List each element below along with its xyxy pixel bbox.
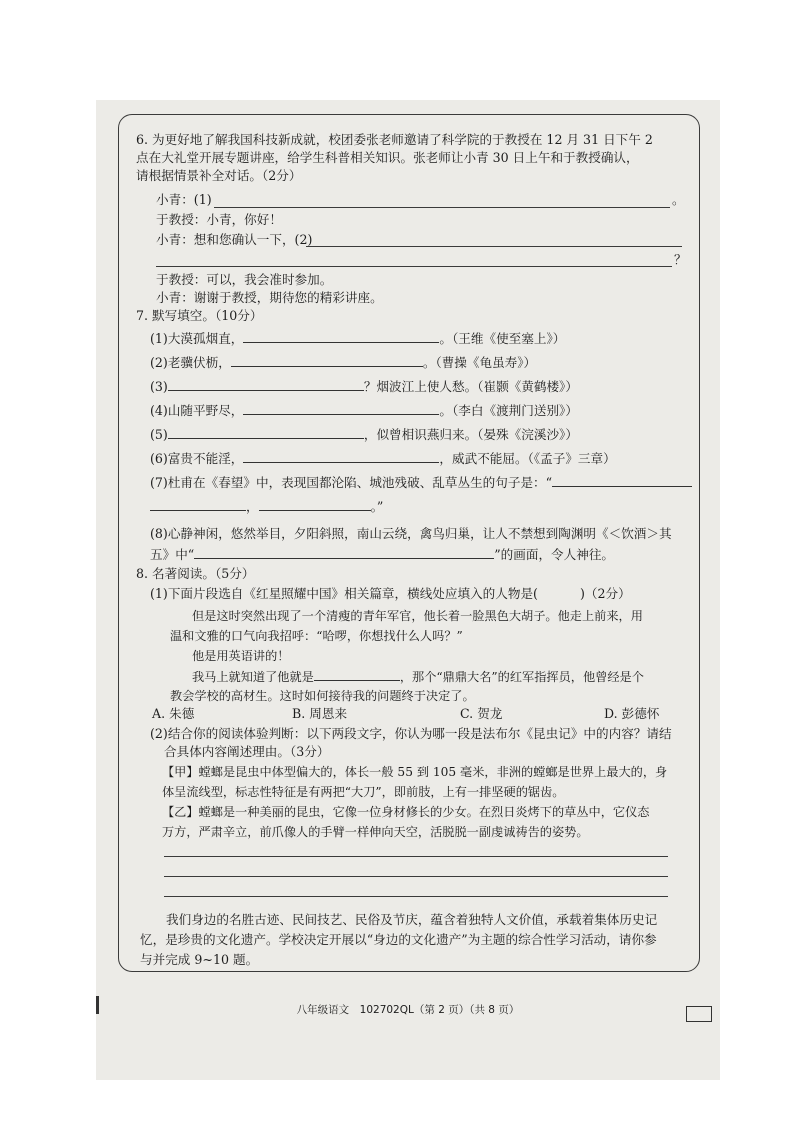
q8-jia-line-2: 体呈流线型，标志性特征是有两把“大刀”，即前肢，上有一排坚硬的锯齿。	[162, 785, 565, 799]
q7-blank-4[interactable]	[243, 402, 439, 415]
q8-sub-2-line-2: 合具体内容阐述理由。（3分）	[164, 744, 330, 759]
q7-item-8: (8)心静神闲，悠然举目，夕阳斜照，南山云绕，禽鸟归巢，让人不禁想到陶渊明《＜饮酒＞其	[150, 526, 672, 541]
q6-dialog-3-end: ？	[674, 252, 687, 267]
q6-dialog-5: 小青：谢谢于教授，期待您的精彩讲座。	[156, 290, 383, 305]
q6-blank-2b[interactable]	[156, 266, 672, 267]
q7-blank-7c[interactable]	[259, 498, 371, 511]
q8-passage-line-2: 温和文雅的口气向我招呼：“哈啰，你想找什么人吗？”	[170, 629, 463, 643]
q7-item-6: (6)富贵不能淫， ，威武不能屈。（《孟子》三章）	[150, 451, 616, 466]
exam-page	[96, 100, 720, 1080]
q8-option-d[interactable]: D. 彭德怀	[604, 706, 660, 721]
q8-sub-1: (1)下面片段选自《红星照耀中国》相关篇章，横线处应填入的人物是( )（2分）	[150, 586, 631, 601]
q7-blank-6[interactable]	[243, 450, 439, 463]
q8-yi-line-1: 【乙】螳螂是一种美丽的昆虫，它像一位身材修长的少女。在烈日炎烤下的草丛中，它仪态	[162, 805, 650, 819]
q8-sub-2-line-1: (2)结合你的阅读体验判断：以下两段文字，你认为哪一段是法布尔《昆虫记》中的内容？请结	[150, 726, 672, 741]
q6-stem-line-3: 请根据情景补全对话。（2分）	[136, 168, 302, 183]
q8-title: 8. 名著阅读。（5分）	[136, 566, 255, 581]
q6-dialog-1-end: 。	[672, 192, 685, 207]
q7-item-8-cont: 五》中“ ”的画面，令人神往。	[150, 547, 615, 562]
page-footer: 八年级语文 102702QL（第 2 页）（共 8 页）	[296, 1004, 520, 1016]
q8-option-c[interactable]: C. 贺龙	[460, 706, 503, 721]
q8-jia-line-1: 【甲】螳螂是昆虫中体型偏大的，体长一般 55 到 105 毫米，非洲的螳螂是世界上最大的，身	[162, 765, 668, 779]
q8-option-a[interactable]: A. 朱德	[152, 706, 195, 721]
q6-blank-1[interactable]	[214, 207, 670, 208]
q8-answer-line-2[interactable]	[164, 876, 668, 877]
q6-dialog-1: 小青：(1)	[156, 192, 212, 207]
q6-stem-line-2: 点在大礼堂开展专题讲座，给学生科普相关知识。张老师让小青 30 日上午和于教授确认，	[136, 150, 639, 165]
q6-dialog-2: 于教授：小青，你好！	[156, 212, 282, 227]
score-box	[686, 1006, 712, 1022]
q8-passage-blank	[314, 668, 400, 681]
q6-dialog-4: 于教授：可以，我会准时参加。	[156, 272, 333, 287]
intro-line-3: 与并完成 9~10 题。	[140, 952, 259, 967]
q7-blank-7b[interactable]	[150, 498, 246, 511]
q7-item-7: (7)杜甫在《春望》中，表现国都沦陷、城池残破、乱草丛生的句子是：“	[150, 474, 692, 491]
q8-passage-line-3: 他是用英语讲的！	[192, 649, 290, 663]
intro-line-1: 我们身边的名胜古迹、民间技艺、民俗及节庆，蕴含着独特人文价值，承载着集体历史记	[166, 912, 658, 927]
q7-item-7-cont: ， 。”	[150, 498, 383, 515]
q8-passage-line-5: 教会学校的高材生。这时如何接待我的问题终于决定了。	[170, 689, 475, 703]
q6-stem-line-1: 6. 为更好地了解我国科技新成就，校团委张老师邀请了科学院的于教授在 12 月 31 日下午 2	[136, 132, 653, 147]
q7-blank-7a[interactable]	[552, 474, 692, 487]
q6-dialog-3: 小青：想和您确认一下，(2)	[156, 232, 313, 247]
q7-item-3: (3) ？烟波江上使人愁。（崔颢《黄鹤楼》）	[150, 379, 578, 394]
q7-blank-8[interactable]	[194, 546, 494, 559]
q7-item-4: (4)山随平野尽， 。（李白《渡荆门送别》）	[150, 403, 578, 418]
intro-line-2: 忆，是珍贵的文化遗产。学校决定开展以“身边的文化遗产”为主题的综合性学习活动，请你参	[140, 932, 657, 947]
q8-passage-line-1: 但是这时突然出现了一个清瘦的青年军官，他长着一脸黑色大胡子。他走上前来，用	[192, 609, 643, 623]
q7-blank-5[interactable]	[168, 426, 364, 439]
binding-mark	[96, 996, 99, 1014]
q7-blank-2[interactable]	[231, 354, 423, 367]
q7-item-5: (5) ，似曾相识燕归来。（晏殊《浣溪沙》）	[150, 427, 578, 442]
q8-option-b[interactable]: B. 周恩来	[292, 706, 348, 721]
q8-answer-line-3[interactable]	[164, 896, 668, 897]
q7-title: 7. 默写填空。（10分）	[136, 308, 263, 323]
q8-passage-line-4: 我马上就知道了他就是 ，那个“鼎鼎大名”的红军指挥员，他曾经是个	[192, 670, 644, 684]
q7-blank-1[interactable]	[243, 330, 439, 343]
q8-answer-line-1[interactable]	[164, 856, 668, 857]
q6-blank-2a[interactable]	[306, 246, 682, 247]
q7-item-1: (1)大漠孤烟直， 。（王维《使至塞上》）	[150, 331, 566, 346]
q7-item-2: (2)老骥伏枥， 。（曹操《龟虽寿》）	[150, 355, 537, 370]
q7-blank-3[interactable]	[168, 378, 364, 391]
q8-yi-line-2: 万方，严肃辛立，前爪像人的手臂一样伸向天空，活脱脱一副虔诚祷告的姿势。	[162, 825, 589, 839]
